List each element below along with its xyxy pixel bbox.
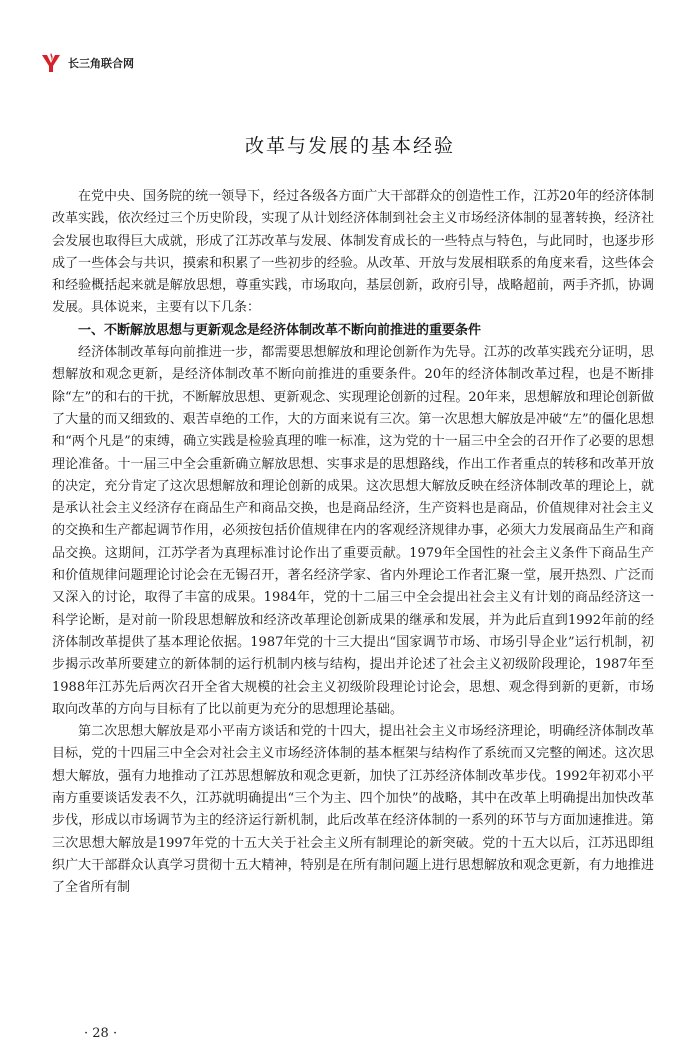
body-paragraph: 第二次思想大解放是邓小平南方谈话和党的十四大，提出社会主义市场经济理论，明确经济体制改革目标，党的十四届三中全会对社会主义市场经济体制的基本框架与结构作了系统而又完整的阐述。这次思想大解放，强有力地推动了江苏思想解放和观念更新，加快了江苏经济体制改革步伐。1992年初邓小平南方重要谈话发表不久，江苏就明确提出“三个为主、四个加快”的战略，其中在改革上明确提出加快改革步伐，形成以市场调节为主的经济运行新机制，此后改革在经济体制的一系列的环节与方面加速推进。第三次思想大解放是1997年党的十五大关于社会主义所有制理论的新突破。党的十五大以后，江苏迅即组织广大干部群众认真学习贯彻十五大精神，特别是在所有制问题上进行思想解放和观念更新，有力地推进了全省所有制: [52, 724, 654, 896]
section-heading: 一、不断解放思想与更新观念是经济体制改革不断向前推进的重要条件: [78, 322, 482, 338]
body-paragraph: 经济体制改革每向前推进一步，都需要思想解放和理论创新作为先导。江苏的改革实践充分证明，思想解放和观念更新，是经济体制改革不断向前推进的重要条件。20年的经济体制改革过程，也是不断排除“左”的和右的干扰，不断解放思想、更新观念、实现理论创新的过程。20年来，思想解放和理论创新做了大量的而又细致的、艰苦卓绝的工作，大的方面来说有三次。第一次思想大解放是冲破“左”的僵化思想和“两个凡是”的束缚，确立实践是检验真理的唯一标准，这为党的十一届三中全会的召开作了必要的思想理论准备。十一届三中全会重新确立解放思想、实事求是的思想路线，作出工作者重点的转移和改革开放的决定，充分肯定了这次思想解放和理论创新的成果。这次思想大解放反映在经济体制改革的理论上，就是承认社会主义经济存在商品生产和商品交换，也是商品经济，生产资料也是商品，价值规律对社会主义的交换和生产都起调节作用，必须按包括价值规律在内的客观经济规律办事，必须大力发展商品生产和商品交换。这期间，江苏学者为真理标准讨论作出了重要贡献。1979年全国性的社会主义条件下商品生产和价值规律问题理论讨论会在无锡召开，著名经济学家、省内外理论工作者汇聚一堂，展开热烈、广泛而又深入的讨论，取得了丰富的成果。1984年，党的十二届三中全会提出社会主义有计划的商品经济这一科学论断，是对前一阶段思想解放和经济改革理论创新成果的继承和发展，并为此后直到1992年前的经济体制改革提供了基本理论依据。1987年党的十三大提出“国家调节市场、市场引导企业”运行机制，初步揭示改革所要建立的新体制的运行机制内核与结构，提出并论述了社会主义初级阶段理论，1987年至1988年江苏先后两次召开全省大规模的社会主义初级阶段理论讨论会，思想、观念得到新的更新，市场取向改革的方向与目标有了比以前更为充分的思想理论基础。: [52, 345, 654, 717]
page-number: · 28 ·: [84, 1026, 118, 1041]
intro-paragraph: 在党中央、国务院的统一领导下，经过各级各方面广大干部群众的创造性工作，江苏20年的经济体制改革实践，依次经过三个历史阶段，实现了从计划经济体制到社会主义市场经济体制的显著转换，经济社会发展也取得巨大成就，形成了江苏改革与发展、体制发育成长的一些特点与特色，与此同时，也逐步形成了一些体会与共识，摸索和积累了一些初步的经验。从改革、开放与发展相联系的角度来看，这些体会和经验概括起来就是解放思想，尊重实践，市场取向，基层创新，政府引导，战略超前，两手齐抓，协调发展。具体说来，主要有以下几条：: [52, 189, 654, 316]
brand-name: 长三角联合网: [68, 57, 134, 70]
y-flame-logo-icon: [40, 52, 62, 74]
page-title: 改革与发展的基本经验: [244, 135, 455, 157]
site-header: [40, 52, 134, 74]
article-body: [52, 186, 654, 900]
